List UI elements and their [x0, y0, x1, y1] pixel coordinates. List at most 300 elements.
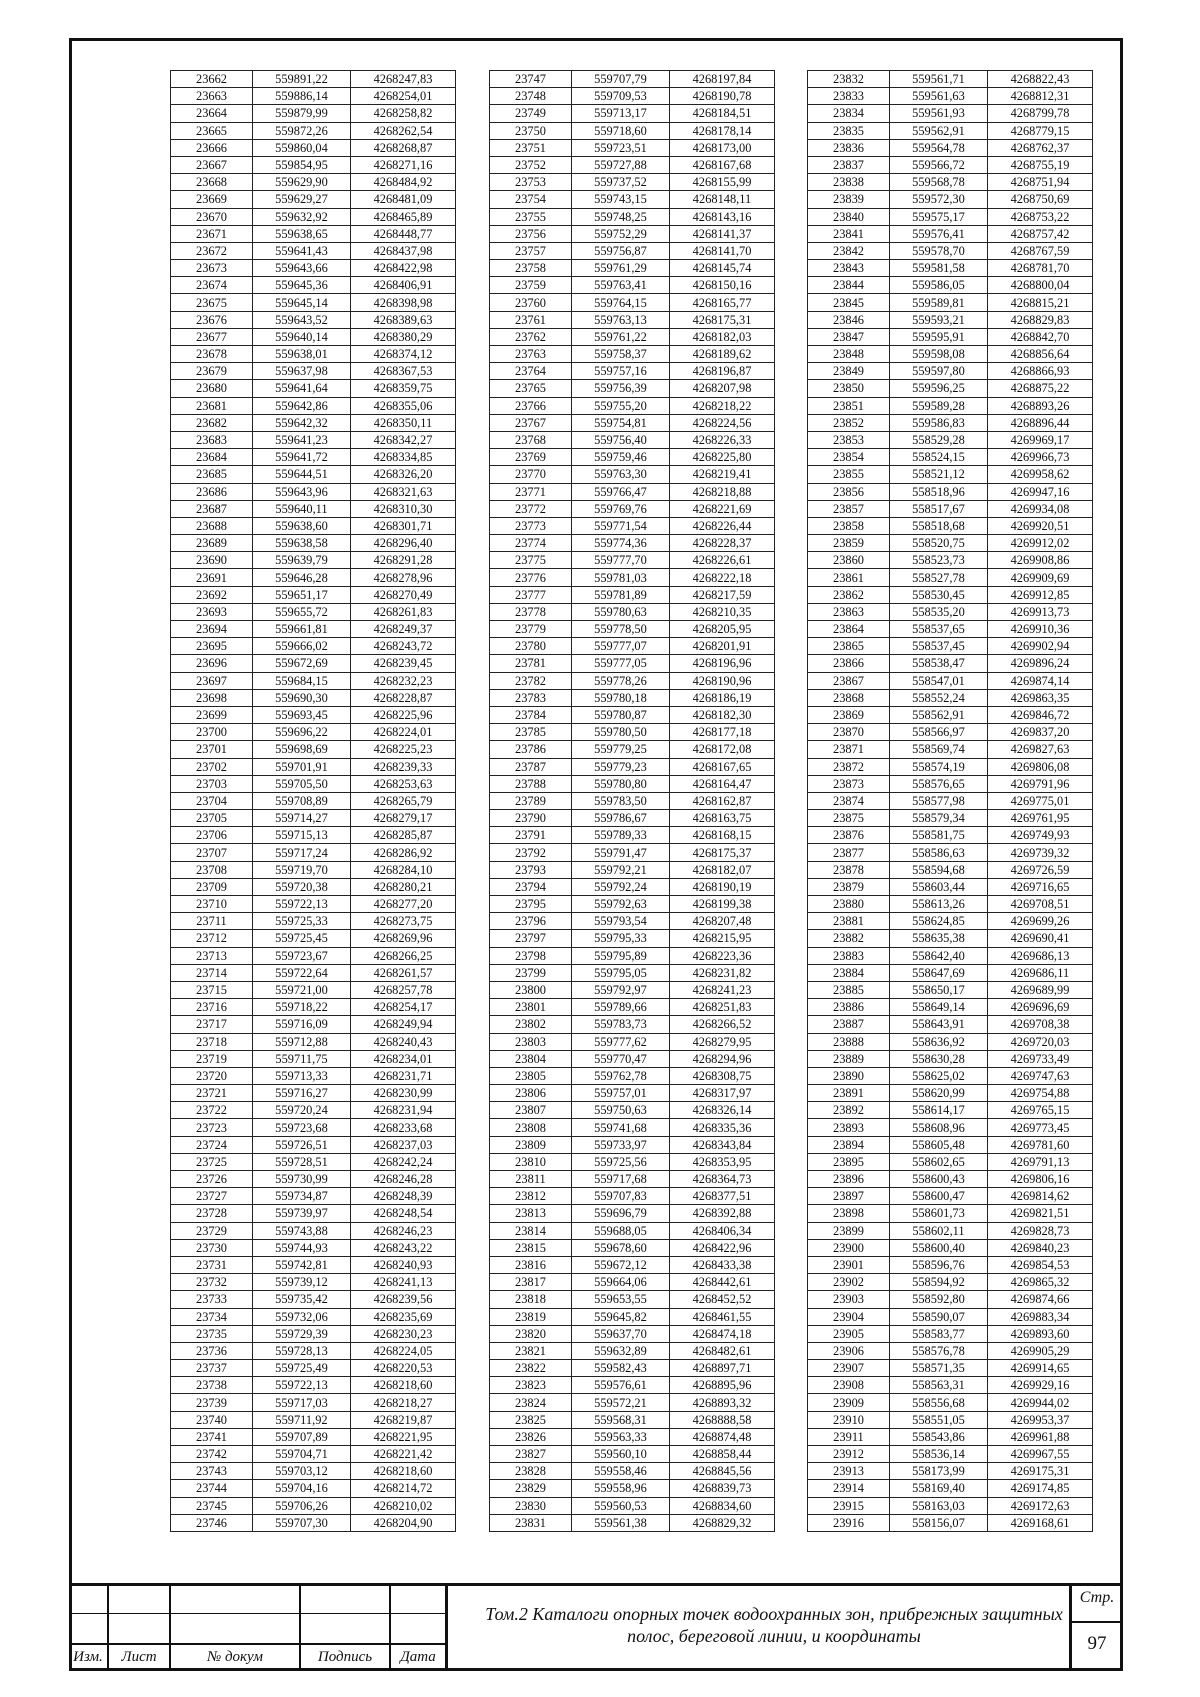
x-coordinate-cell: 559713,17 [572, 105, 670, 122]
y-coordinate-cell: 4268221,69 [670, 500, 775, 517]
table-row [171, 208, 456, 225]
y-coordinate-cell: 4268286,92 [351, 844, 456, 861]
point-number-cell: 23675 [171, 294, 253, 311]
table-row [490, 706, 775, 723]
table-row [808, 621, 1093, 638]
point-number-cell: 23804 [490, 1050, 572, 1067]
x-coordinate-cell: 559722,13 [253, 896, 351, 913]
point-number-cell: 23818 [490, 1291, 572, 1308]
table-row [808, 1136, 1093, 1153]
point-number-cell: 23825 [490, 1411, 572, 1428]
point-number-cell: 23777 [490, 586, 572, 603]
x-coordinate-cell: 559860,04 [253, 139, 351, 156]
x-coordinate-cell: 558579,34 [890, 810, 988, 827]
point-number-cell: 23846 [808, 311, 890, 328]
x-coordinate-cell: 559761,29 [572, 260, 670, 277]
x-coordinate-cell: 558650,17 [890, 981, 988, 998]
table-row [490, 414, 775, 431]
x-coordinate-cell: 559706,26 [253, 1497, 351, 1514]
table-row [808, 792, 1093, 809]
y-coordinate-cell: 4268779,15 [988, 122, 1093, 139]
x-coordinate-cell: 559763,30 [572, 466, 670, 483]
point-number-cell: 23736 [171, 1342, 253, 1359]
x-coordinate-cell: 559732,06 [253, 1308, 351, 1325]
x-coordinate-cell: 559568,31 [572, 1411, 670, 1428]
table-row [808, 431, 1093, 448]
x-coordinate-cell: 558169,40 [890, 1480, 988, 1497]
y-coordinate-cell: 4268482,61 [670, 1342, 775, 1359]
x-coordinate-cell: 558529,28 [890, 431, 988, 448]
point-number-cell: 23711 [171, 913, 253, 930]
table-row [171, 569, 456, 586]
x-coordinate-cell: 559886,14 [253, 88, 351, 105]
x-coordinate-cell: 558602,65 [890, 1153, 988, 1170]
x-coordinate-cell: 559582,43 [572, 1360, 670, 1377]
point-number-cell: 23874 [808, 792, 890, 809]
x-coordinate-cell: 559792,63 [572, 896, 670, 913]
x-coordinate-cell: 559696,22 [253, 724, 351, 741]
y-coordinate-cell: 4268757,42 [988, 225, 1093, 242]
point-number-cell: 23834 [808, 105, 890, 122]
table-row [490, 346, 775, 363]
y-coordinate-cell: 4268240,43 [351, 1033, 456, 1050]
y-coordinate-cell: 4269837,20 [988, 724, 1093, 741]
y-coordinate-cell: 4268228,37 [670, 535, 775, 552]
y-coordinate-cell: 4269947,16 [988, 483, 1093, 500]
point-number-cell: 23684 [171, 449, 253, 466]
x-coordinate-cell: 559777,70 [572, 552, 670, 569]
x-coordinate-cell: 559792,97 [572, 981, 670, 998]
y-coordinate-cell: 4268799,78 [988, 105, 1093, 122]
table-row [171, 1222, 456, 1239]
y-coordinate-cell: 4268442,61 [670, 1274, 775, 1291]
point-number-cell: 23720 [171, 1067, 253, 1084]
point-number-cell: 23884 [808, 964, 890, 981]
x-coordinate-cell: 559779,25 [572, 741, 670, 758]
x-coordinate-cell: 559783,73 [572, 1016, 670, 1033]
y-coordinate-cell: 4268230,99 [351, 1085, 456, 1102]
point-number-cell: 23836 [808, 139, 890, 156]
x-coordinate-cell: 559744,93 [253, 1239, 351, 1256]
point-number-cell: 23814 [490, 1222, 572, 1239]
point-number-cell: 23779 [490, 621, 572, 638]
x-coordinate-cell: 559645,14 [253, 294, 351, 311]
x-coordinate-cell: 559707,83 [572, 1188, 670, 1205]
table-row [490, 981, 775, 998]
x-coordinate-cell: 559716,09 [253, 1016, 351, 1033]
x-coordinate-cell: 558524,15 [890, 449, 988, 466]
y-coordinate-cell: 4269840,23 [988, 1239, 1093, 1256]
x-coordinate-cell: 559795,33 [572, 930, 670, 947]
y-coordinate-cell: 4269720,03 [988, 1033, 1093, 1050]
x-coordinate-cell: 559891,22 [253, 71, 351, 88]
point-number-cell: 23839 [808, 191, 890, 208]
x-coordinate-cell: 559777,62 [572, 1033, 670, 1050]
y-coordinate-cell: 4269934,08 [988, 500, 1093, 517]
point-number-cell: 23686 [171, 483, 253, 500]
x-coordinate-cell: 559764,15 [572, 294, 670, 311]
y-coordinate-cell: 4268433,38 [670, 1256, 775, 1273]
table-row [490, 397, 775, 414]
y-coordinate-cell: 4268172,08 [670, 741, 775, 758]
table-row [171, 1428, 456, 1445]
x-coordinate-cell: 559698,69 [253, 741, 351, 758]
table-row [490, 1085, 775, 1102]
table-row [171, 1514, 456, 1531]
x-coordinate-cell: 559717,03 [253, 1394, 351, 1411]
point-number-cell: 23702 [171, 758, 253, 775]
y-coordinate-cell: 4268858,44 [670, 1446, 775, 1463]
table-row [808, 71, 1093, 88]
point-number-cell: 23822 [490, 1360, 572, 1377]
x-coordinate-cell: 559664,06 [572, 1274, 670, 1291]
y-coordinate-cell: 4268888,58 [670, 1411, 775, 1428]
y-coordinate-cell: 4268218,88 [670, 483, 775, 500]
point-number-cell: 23912 [808, 1446, 890, 1463]
x-coordinate-cell: 559758,37 [572, 346, 670, 363]
table-row [808, 294, 1093, 311]
x-coordinate-cell: 558583,77 [890, 1325, 988, 1342]
table-row [171, 1016, 456, 1033]
x-coordinate-cell: 558649,14 [890, 999, 988, 1016]
point-number-cell: 23862 [808, 586, 890, 603]
y-coordinate-cell: 4269791,96 [988, 775, 1093, 792]
point-number-cell: 23692 [171, 586, 253, 603]
point-number-cell: 23663 [171, 88, 253, 105]
y-coordinate-cell: 4268226,61 [670, 552, 775, 569]
y-coordinate-cell: 4269874,66 [988, 1291, 1093, 1308]
y-coordinate-cell: 4268222,18 [670, 569, 775, 586]
point-number-cell: 23713 [171, 947, 253, 964]
y-coordinate-cell: 4268168,15 [670, 827, 775, 844]
coordinate-table-2 [489, 70, 775, 1532]
y-coordinate-cell: 4269905,29 [988, 1342, 1093, 1359]
point-number-cell: 23873 [808, 775, 890, 792]
y-coordinate-cell: 4268261,57 [351, 964, 456, 981]
y-coordinate-cell: 4269814,62 [988, 1188, 1093, 1205]
point-number-cell: 23662 [171, 71, 253, 88]
table-row [808, 1274, 1093, 1291]
y-coordinate-cell: 4268839,73 [670, 1480, 775, 1497]
y-coordinate-cell: 4268219,41 [670, 466, 775, 483]
table-row [171, 174, 456, 191]
y-coordinate-cell: 4269969,17 [988, 431, 1093, 448]
y-coordinate-cell: 4268750,69 [988, 191, 1093, 208]
table-row [171, 741, 456, 758]
table-row [808, 913, 1093, 930]
table-row [490, 139, 775, 156]
y-coordinate-cell: 4268895,96 [670, 1377, 775, 1394]
point-number-cell: 23691 [171, 569, 253, 586]
y-coordinate-cell: 4269913,73 [988, 603, 1093, 620]
point-number-cell: 23903 [808, 1291, 890, 1308]
point-number-cell: 23894 [808, 1136, 890, 1153]
y-coordinate-cell: 4269739,32 [988, 844, 1093, 861]
x-coordinate-cell: 558518,96 [890, 483, 988, 500]
x-coordinate-cell: 559739,97 [253, 1205, 351, 1222]
y-coordinate-cell: 4268226,33 [670, 431, 775, 448]
y-coordinate-cell: 4268243,22 [351, 1239, 456, 1256]
x-coordinate-cell: 558571,35 [890, 1360, 988, 1377]
table-row [490, 775, 775, 792]
table-row [171, 483, 456, 500]
y-coordinate-cell: 4268268,87 [351, 139, 456, 156]
y-coordinate-cell: 4268452,52 [670, 1291, 775, 1308]
table-row [808, 260, 1093, 277]
point-number-cell: 23729 [171, 1222, 253, 1239]
x-coordinate-cell: 559643,96 [253, 483, 351, 500]
table-row [490, 1033, 775, 1050]
x-coordinate-cell: 558163,03 [890, 1497, 988, 1514]
x-coordinate-cell: 559721,00 [253, 981, 351, 998]
table-row [808, 758, 1093, 775]
point-number-cell: 23816 [490, 1256, 572, 1273]
x-coordinate-cell: 559641,72 [253, 449, 351, 466]
coordinate-table-body [171, 71, 456, 1532]
table-row [490, 1463, 775, 1480]
y-coordinate-cell: 4268254,01 [351, 88, 456, 105]
x-coordinate-cell: 559756,87 [572, 242, 670, 259]
point-number-cell: 23909 [808, 1394, 890, 1411]
x-coordinate-cell: 558173,99 [890, 1463, 988, 1480]
x-coordinate-cell: 558530,45 [890, 586, 988, 603]
y-coordinate-cell: 4269920,51 [988, 517, 1093, 534]
point-number-cell: 23712 [171, 930, 253, 947]
point-number-cell: 23817 [490, 1274, 572, 1291]
y-coordinate-cell: 4268484,92 [351, 174, 456, 191]
y-coordinate-cell: 4268767,59 [988, 242, 1093, 259]
x-coordinate-cell: 559766,47 [572, 483, 670, 500]
y-coordinate-cell: 4268141,37 [670, 225, 775, 242]
point-number-cell: 23760 [490, 294, 572, 311]
x-coordinate-cell: 558576,65 [890, 775, 988, 792]
point-number-cell: 23710 [171, 896, 253, 913]
point-number-cell: 23688 [171, 517, 253, 534]
point-number-cell: 23753 [490, 174, 572, 191]
table-row [808, 999, 1093, 1016]
table-row [490, 328, 775, 345]
y-coordinate-cell: 4268448,77 [351, 225, 456, 242]
table-row [490, 1153, 775, 1170]
x-coordinate-cell: 558594,68 [890, 861, 988, 878]
x-coordinate-cell: 559586,83 [890, 414, 988, 431]
table-row [490, 552, 775, 569]
y-coordinate-cell: 4268182,07 [670, 861, 775, 878]
point-number-cell: 23876 [808, 827, 890, 844]
y-coordinate-cell: 4269716,65 [988, 878, 1093, 895]
point-number-cell: 23690 [171, 552, 253, 569]
table-row [490, 156, 775, 173]
y-coordinate-cell: 4268284,10 [351, 861, 456, 878]
x-coordinate-cell: 559717,68 [572, 1171, 670, 1188]
table-row [490, 964, 775, 981]
y-coordinate-cell: 4268239,45 [351, 655, 456, 672]
x-coordinate-cell: 559562,91 [890, 122, 988, 139]
y-coordinate-cell: 4268367,53 [351, 363, 456, 380]
point-number-cell: 23808 [490, 1119, 572, 1136]
y-coordinate-cell: 4268199,38 [670, 896, 775, 913]
x-coordinate-cell: 559568,78 [890, 174, 988, 191]
x-coordinate-cell: 558576,78 [890, 1342, 988, 1359]
point-number-cell: 23891 [808, 1085, 890, 1102]
x-coordinate-cell: 559564,78 [890, 139, 988, 156]
x-coordinate-cell: 559780,63 [572, 603, 670, 620]
point-number-cell: 23700 [171, 724, 253, 741]
table-row [808, 1428, 1093, 1445]
table-row [171, 139, 456, 156]
table-row [490, 174, 775, 191]
point-number-cell: 23889 [808, 1050, 890, 1067]
point-number-cell: 23888 [808, 1033, 890, 1050]
table-row [171, 1480, 456, 1497]
point-number-cell: 23829 [490, 1480, 572, 1497]
table-row [490, 1497, 775, 1514]
point-number-cell: 23860 [808, 552, 890, 569]
table-row [808, 1514, 1093, 1531]
y-coordinate-cell: 4268278,96 [351, 569, 456, 586]
x-coordinate-cell: 559561,38 [572, 1514, 670, 1531]
y-coordinate-cell: 4268190,96 [670, 672, 775, 689]
table-row [808, 1119, 1093, 1136]
table-row [808, 1256, 1093, 1273]
x-coordinate-cell: 559723,67 [253, 947, 351, 964]
x-coordinate-cell: 559854,95 [253, 156, 351, 173]
table-row [171, 586, 456, 603]
y-coordinate-cell: 4268296,40 [351, 535, 456, 552]
table-row [171, 878, 456, 895]
table-row [171, 1050, 456, 1067]
x-coordinate-cell: 559672,69 [253, 655, 351, 672]
y-coordinate-cell: 4268266,25 [351, 947, 456, 964]
point-number-cell: 23827 [490, 1446, 572, 1463]
y-coordinate-cell: 4268243,72 [351, 638, 456, 655]
y-coordinate-cell: 4268781,70 [988, 260, 1093, 277]
x-coordinate-cell: 559712,88 [253, 1033, 351, 1050]
point-number-cell: 23837 [808, 156, 890, 173]
x-coordinate-cell: 558562,91 [890, 706, 988, 723]
y-coordinate-cell: 4268474,18 [670, 1325, 775, 1342]
table-row [171, 1085, 456, 1102]
table-row [808, 122, 1093, 139]
x-coordinate-cell: 559560,10 [572, 1446, 670, 1463]
point-number-cell: 23678 [171, 346, 253, 363]
y-coordinate-cell: 4268164,47 [670, 775, 775, 792]
y-coordinate-cell: 4268201,91 [670, 638, 775, 655]
x-coordinate-cell: 558643,91 [890, 1016, 988, 1033]
y-coordinate-cell: 4268224,05 [351, 1342, 456, 1359]
x-coordinate-cell: 559705,50 [253, 775, 351, 792]
point-number-cell: 23870 [808, 724, 890, 741]
x-coordinate-cell: 559645,82 [572, 1308, 670, 1325]
table-row [490, 1428, 775, 1445]
x-coordinate-cell: 559789,66 [572, 999, 670, 1016]
point-number-cell: 23875 [808, 810, 890, 827]
point-number-cell: 23904 [808, 1308, 890, 1325]
table-row [808, 1325, 1093, 1342]
point-number-cell: 23916 [808, 1514, 890, 1531]
table-row [808, 535, 1093, 552]
x-coordinate-cell: 559780,18 [572, 689, 670, 706]
y-coordinate-cell: 4269773,45 [988, 1119, 1093, 1136]
y-coordinate-cell: 4268321,63 [351, 483, 456, 500]
y-coordinate-cell: 4268815,21 [988, 294, 1093, 311]
point-number-cell: 23738 [171, 1377, 253, 1394]
point-number-cell: 23775 [490, 552, 572, 569]
table-row [171, 861, 456, 878]
table-row [171, 1153, 456, 1170]
x-coordinate-cell: 559737,52 [572, 174, 670, 191]
x-coordinate-cell: 559791,47 [572, 844, 670, 861]
table-row [808, 827, 1093, 844]
table-row [808, 397, 1093, 414]
x-coordinate-cell: 558527,78 [890, 569, 988, 586]
x-coordinate-cell: 559642,32 [253, 414, 351, 431]
x-coordinate-cell: 559637,70 [572, 1325, 670, 1342]
table-row [171, 1360, 456, 1377]
point-number-cell: 23896 [808, 1171, 890, 1188]
point-number-cell: 23899 [808, 1222, 890, 1239]
point-number-cell: 23782 [490, 672, 572, 689]
point-number-cell: 23853 [808, 431, 890, 448]
point-number-cell: 23788 [490, 775, 572, 792]
y-coordinate-cell: 4268248,54 [351, 1205, 456, 1222]
point-number-cell: 23733 [171, 1291, 253, 1308]
point-number-cell: 23707 [171, 844, 253, 861]
y-coordinate-cell: 4268364,73 [670, 1171, 775, 1188]
point-number-cell: 23716 [171, 999, 253, 1016]
point-number-cell: 23703 [171, 775, 253, 792]
table-row [171, 225, 456, 242]
x-coordinate-cell: 558537,45 [890, 638, 988, 655]
y-coordinate-cell: 4268228,87 [351, 689, 456, 706]
point-number-cell: 23915 [808, 1497, 890, 1514]
y-coordinate-cell: 4268218,60 [351, 1377, 456, 1394]
x-coordinate-cell: 559713,33 [253, 1067, 351, 1084]
table-row [490, 861, 775, 878]
point-number-cell: 23911 [808, 1428, 890, 1445]
table-row [808, 449, 1093, 466]
table-row [490, 1308, 775, 1325]
table-row [808, 724, 1093, 741]
x-coordinate-cell: 559756,39 [572, 380, 670, 397]
y-coordinate-cell: 4269689,99 [988, 981, 1093, 998]
table-row [171, 191, 456, 208]
table-row [808, 1497, 1093, 1514]
y-coordinate-cell: 4269172,63 [988, 1497, 1093, 1514]
x-coordinate-cell: 559778,26 [572, 672, 670, 689]
y-coordinate-cell: 4268241,23 [670, 981, 775, 998]
point-number-cell: 23815 [490, 1239, 572, 1256]
point-number-cell: 23813 [490, 1205, 572, 1222]
table-row [171, 689, 456, 706]
y-coordinate-cell: 4269912,02 [988, 535, 1093, 552]
table-row [808, 1446, 1093, 1463]
point-number-cell: 23905 [808, 1325, 890, 1342]
x-coordinate-cell: 559561,93 [890, 105, 988, 122]
x-coordinate-cell: 559644,51 [253, 466, 351, 483]
x-coordinate-cell: 559640,11 [253, 500, 351, 517]
table-row [490, 517, 775, 534]
table-row [808, 569, 1093, 586]
x-coordinate-cell: 559780,87 [572, 706, 670, 723]
point-number-cell: 23668 [171, 174, 253, 191]
point-number-cell: 23676 [171, 311, 253, 328]
point-number-cell: 23898 [808, 1205, 890, 1222]
x-coordinate-cell: 559589,81 [890, 294, 988, 311]
point-number-cell: 23767 [490, 414, 572, 431]
x-coordinate-cell: 558523,73 [890, 552, 988, 569]
table-row [808, 1360, 1093, 1377]
